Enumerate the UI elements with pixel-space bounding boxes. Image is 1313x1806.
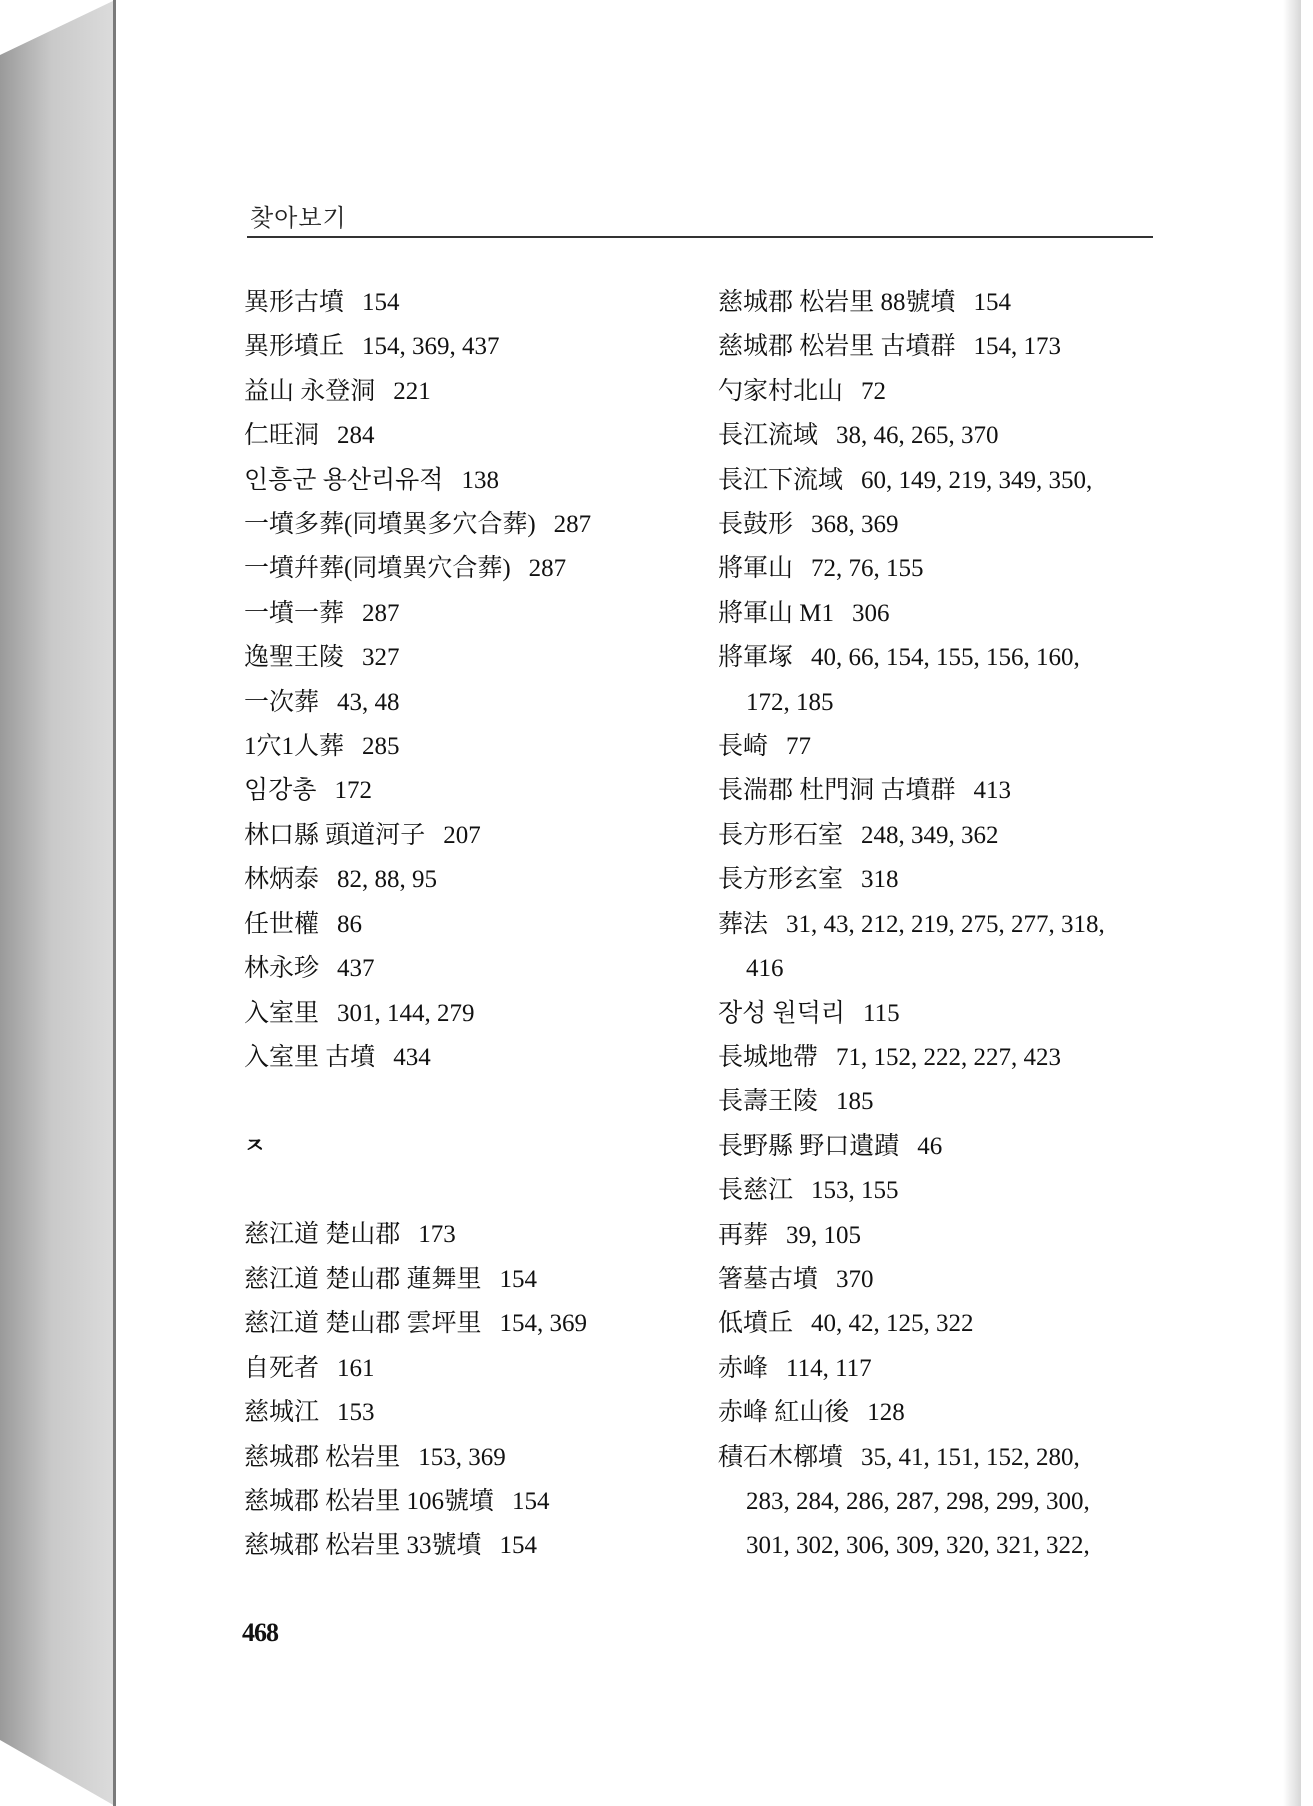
index-term: 長鼓形 [718,511,794,539]
index-pages: 153 [337,1399,375,1427]
index-pages: 39, 105 [786,1221,862,1249]
index-entry [718,1169,1168,1213]
index-list-right [718,281,1168,1569]
index-entry [244,1391,684,1435]
index-pages-continuation: 301, 302, 306, 309, 320, 321, 322, [746,1532,1090,1560]
index-term: 林永珍 [244,955,320,983]
index-pages: 370 [836,1265,874,1293]
index-entry [718,858,1168,902]
index-pages: 248, 349, 362 [861,821,999,849]
index-pages: 287 [553,511,592,539]
index-pages: 154 [362,289,400,316]
page-number: 468 [242,1618,278,1647]
running-header-title: 찾아보기 [250,204,347,232]
index-entry [718,636,1168,680]
index-pages: 173 [418,1221,456,1249]
index-pages: 43, 48 [337,688,400,716]
index-term: 長湍郡 杜門洞 古墳群 [718,777,956,805]
header-rule [247,236,1153,238]
index-entry [718,503,1168,547]
index-pages: 86 [337,910,363,938]
index-term: 長慈江 [718,1177,794,1205]
section-gap [244,1169,684,1213]
index-entry [244,947,684,991]
index-pages: 77 [786,733,812,761]
index-entry [244,992,684,1036]
index-pages: 154 [499,1532,538,1560]
index-entry [244,725,684,769]
index-entry [244,281,684,325]
index-term: 赤峰 [718,1354,769,1382]
index-pages: 306 [851,599,890,627]
index-entry [244,814,684,858]
index-term: 慈城江 [244,1399,320,1427]
index-entry [244,1347,684,1391]
index-entry [244,592,684,636]
section-gap [244,1080,684,1124]
index-pages: 434 [393,1043,431,1071]
index-pages: 82, 88, 95 [337,866,438,894]
index-pages: 413 [973,777,1012,805]
index-entry [718,370,1168,414]
index-pages: 437 [337,955,375,983]
index-term: 積石木槨墳 [718,1443,844,1471]
index-pages: 114, 117 [786,1354,872,1382]
index-term: 一墳幷葬(同墳異穴合葬) [244,555,511,583]
index-entry [244,903,684,947]
index-pages-continuation: 172, 185 [746,688,834,716]
index-term: 慈江道 楚山郡 雲坪里 [244,1310,482,1338]
index-term: 長江下流域 [718,466,844,494]
index-term: 長城地帶 [718,1043,819,1071]
index-entry [718,1391,1168,1435]
index-term: 入室里 [244,999,320,1027]
index-term: 將軍山 [718,555,794,583]
index-pages: 35, 41, 151, 152, 280, [861,1443,1080,1471]
index-list-left-2 [244,1213,684,1568]
index-term: 慈城郡 松岩里 106號墳 [244,1487,495,1515]
index-term: 1穴1人葬 [244,733,345,761]
index-entry [244,858,684,902]
index-entry [718,1302,1168,1346]
index-pages: 153, 369 [418,1443,506,1471]
index-pages: 161 [337,1354,375,1382]
index-pages: 38, 46, 265, 370 [836,422,999,450]
index-term: 入室里 古墳 [244,1043,376,1071]
index-term: 慈城郡 松岩里 古墳群 [718,333,956,361]
index-term: 長江流域 [718,422,819,450]
section-letter: ㅈ [244,1133,266,1159]
index-entry [244,459,684,503]
index-term: 勺家村北山 [718,377,844,405]
index-pages: 284 [337,422,375,450]
index-term: 慈城郡 松岩里 [244,1443,401,1471]
index-entry [244,1302,684,1346]
index-entry [718,992,1168,1036]
index-pages: 72 [861,377,887,405]
index-term: 異形墳丘 [244,333,345,361]
index-pages-continuation: 283, 284, 286, 287, 298, 299, 300, [746,1487,1090,1515]
index-pages: 318 [861,866,899,894]
index-term: 林炳泰 [244,866,320,894]
page-shading [1283,0,1301,1806]
index-entry [244,1436,684,1480]
index-pages: 46 [917,1132,943,1160]
index-entry [718,414,1168,458]
index-pages: 154 [499,1265,538,1293]
index-term: 任世權 [244,910,320,938]
index-term: 인흥군 용산리유적 [244,466,444,494]
index-entry [718,769,1168,813]
index-term: 一墳多葬(同墳異多穴合葬) [244,511,536,539]
index-entry [244,414,684,458]
index-entry [244,1258,684,1302]
index-pages: 287 [362,599,400,627]
index-pages: 154, 369, 437 [362,333,500,361]
index-entry [244,1213,684,1257]
index-entry [244,1524,684,1568]
index-column-right [718,281,1168,1569]
index-term: 自死者 [244,1354,320,1382]
index-pages: 40, 66, 154, 155, 156, 160, [811,644,1080,672]
index-pages: 221 [393,377,431,405]
index-pages: 368, 369 [811,511,899,539]
index-term: 林口縣 頭道河子 [244,821,426,849]
index-pages: 40, 42, 125, 322 [811,1310,974,1338]
index-pages: 153, 155 [811,1177,899,1205]
index-entry [718,1347,1168,1391]
index-entry [244,769,684,813]
index-term: 慈江道 楚山郡 [244,1221,401,1249]
index-term: 一墳一葬 [244,599,345,627]
index-pages: 301, 144, 279 [337,999,475,1027]
index-entry [244,370,684,414]
index-entry [718,1036,1168,1080]
index-pages: 154 [512,1487,550,1515]
index-column-left [244,281,684,1569]
index-term: 仁旺洞 [244,422,320,450]
index-entry [244,547,684,591]
index-term: 장성 원덕리 [718,999,846,1027]
index-pages: 154 [973,289,1012,316]
index-term: 임강총 [244,777,317,805]
index-term: 將軍塚 [718,644,794,672]
index-term: 葬法 [718,910,769,938]
index-entry [244,1036,684,1080]
index-pages: 115 [863,999,900,1027]
book-spine [0,0,115,1806]
index-entry [244,1480,684,1524]
index-pages: 128 [867,1399,905,1427]
index-entry [718,281,1168,325]
index-term: 慈江道 楚山郡 蓮舞里 [244,1265,482,1293]
index-entry [718,1258,1168,1302]
index-term: 再葬 [718,1221,769,1249]
index-pages: 207 [443,821,481,849]
index-entry [244,503,684,547]
index-term: 低墳丘 [718,1310,794,1338]
index-entry [718,547,1168,591]
index-term: 長方形玄室 [718,866,844,894]
index-term: 異形古墳 [244,289,345,316]
index-entry [718,1080,1168,1124]
index-term: 一次葬 [244,688,320,716]
index-term: 長方形石室 [718,821,844,849]
index-entry [718,325,1168,369]
index-entry [718,1436,1168,1480]
index-entry [718,903,1168,947]
index-term: 益山 永登洞 [244,377,376,405]
index-term: 將軍山 M1 [718,599,834,627]
index-pages: 185 [836,1088,874,1116]
index-entry [718,459,1168,503]
index-list-left [244,281,684,1080]
index-pages: 72, 76, 155 [811,555,924,583]
index-pages: 31, 43, 212, 219, 275, 277, 318, [786,910,1105,938]
index-entry [718,814,1168,858]
index-term: 慈城郡 松岩里 33號墳 [244,1532,482,1560]
index-entry [718,725,1168,769]
index-pages: 60, 149, 219, 349, 350, [861,466,1093,494]
index-term: 長壽王陵 [718,1088,819,1116]
index-term: 赤峰 紅山後 [718,1399,850,1427]
index-pages: 154, 369 [499,1310,588,1338]
index-pages: 71, 152, 222, 227, 423 [836,1043,1062,1071]
index-term: 長野縣 野口遺蹟 [718,1132,900,1160]
index-entry [718,1125,1168,1169]
index-pages: 285 [362,733,400,761]
index-pages-continuation: 416 [746,955,784,983]
index-pages: 327 [362,644,400,672]
index-entry [244,636,684,680]
index-term: 慈城郡 松岩里 88號墳 [718,289,956,316]
index-term: 箸墓古墳 [718,1265,819,1293]
index-entry [718,1214,1168,1258]
index-pages: 287 [528,555,567,583]
index-entry [244,325,684,369]
index-term: 長崎 [718,733,769,761]
index-entry [718,592,1168,636]
index-pages: 154, 173 [973,333,1062,361]
index-pages: 138 [461,466,499,494]
index-term: 逸聖王陵 [244,644,345,672]
index-pages: 172 [334,777,372,805]
index-entry [244,681,684,725]
